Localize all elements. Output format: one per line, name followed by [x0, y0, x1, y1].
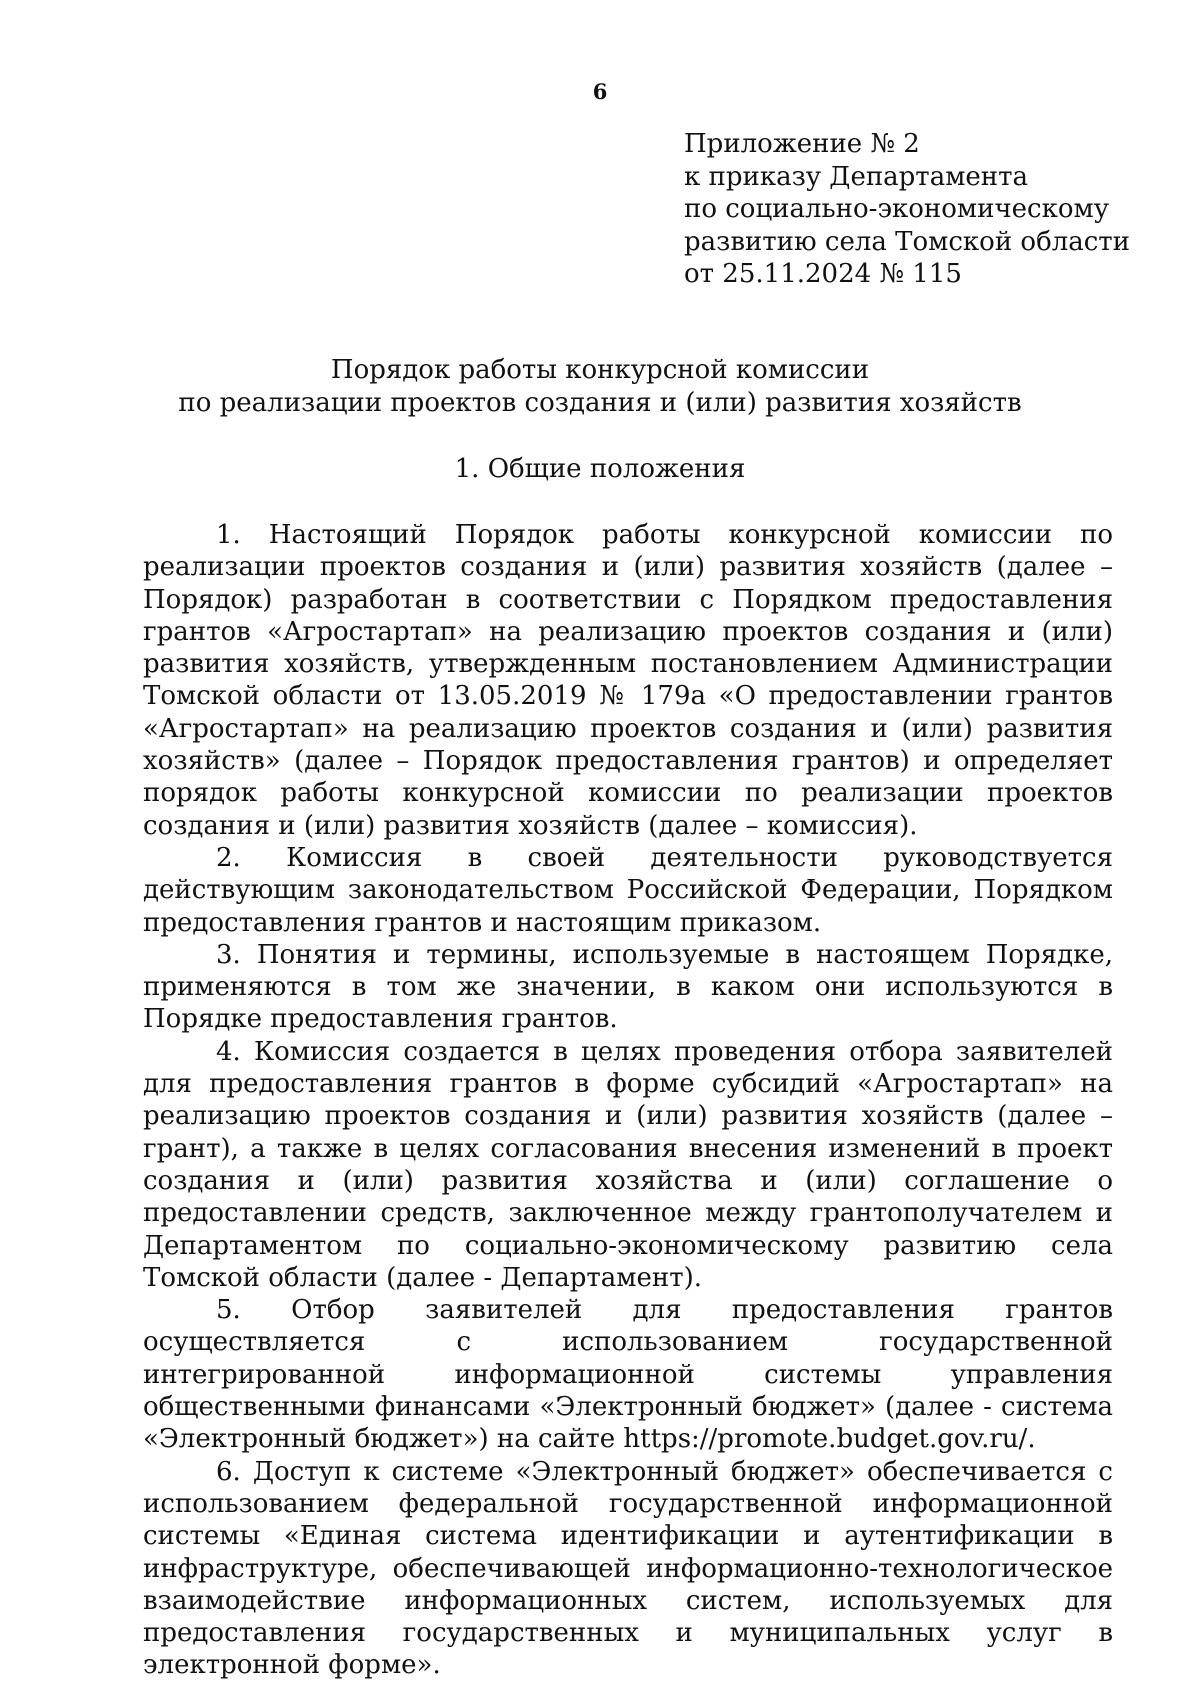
- paragraph: 1. Настоящий Порядок работы конкурсной комиссии по реализации проектов создания и (или) развития хозяйств (далее – Порядок) разработан в соответствии с Порядком предоставления грантов «Агростартап» на реализацию проектов создания и (или) развития хозяйств, утвержденным постановлением Администрации Томской области от 13.05.2019 № 179а «О предоставлении грантов «Агростартап» на реализацию проектов создания и (или) развития хозяйств» (далее – Порядок предоставления грантов) и определяет порядок работы конкурсной комиссии по реализации проектов создания и (или) развития хозяйств (далее – комиссия).: [143, 520, 1113, 841]
- document-title: [100, 354, 1100, 420]
- annex-line: по социально-экономическому: [684, 194, 1110, 224]
- annex-line: развитию села Томской области: [684, 226, 1131, 257]
- title-line: Порядок работы конкурсной комиссии: [330, 355, 870, 385]
- section-heading: 1. Общие положения: [454, 454, 746, 484]
- annex-line: от 25.11.2024 № 115: [684, 259, 962, 289]
- title-line: по реализации проектов создания и (или) развития хозяйств: [178, 388, 1022, 418]
- annex-line: Приложение № 2: [684, 129, 920, 159]
- page-number: 6: [592, 79, 608, 104]
- body-text: [143, 519, 1113, 1682]
- paragraph: 3. Понятия и термины, используемые в настоящем Порядке, применяются в том же значении, в каком они используются в Порядке предоставления грантов.: [143, 939, 1113, 1035]
- paragraph: 2. Комиссия в своей деятельности руководствуется действующим законодательством Российской Федерации, Порядком предоставления грантов и настоящим приказом.: [143, 842, 1113, 938]
- annex-block: [684, 128, 1144, 291]
- annex-line: к приказу Департамента: [684, 161, 1029, 192]
- paragraph: 5. Отбор заявителей для предоставления грантов осуществляется с использованием государственной интегрированной информационной системы управления общественными финансами «Электронный бюджет» (далее - система «Электронный бюджет») на сайте https://promote.budget.gov.ru/.: [143, 1295, 1113, 1455]
- paragraph: 4. Комиссия создается в целях проведения отбора заявителей для предоставления грантов в форме субсидий «Агростартап» на реализацию проектов создания и (или) развития хозяйств (далее – грант), а также в целях согласования внесения изменений в проект создания и (или) развития хозяйства и (или) соглашение о предоставлении средств, заключенное между грантополучателем и Департаментом по социально-экономическому развитию села Томской области (далее - Департамент).: [143, 1036, 1113, 1293]
- paragraph: 6. Доступ к системе «Электронный бюджет» обеспечивается с использованием федеральной государственной информационной системы «Единая система идентификации и аутентификации в инфраструктуре, обеспечивающей информационно-технологическое взаимодействие информационных систем, используемых для предоставления государственных и муниципальных услуг в электронной форме».: [143, 1456, 1113, 1681]
